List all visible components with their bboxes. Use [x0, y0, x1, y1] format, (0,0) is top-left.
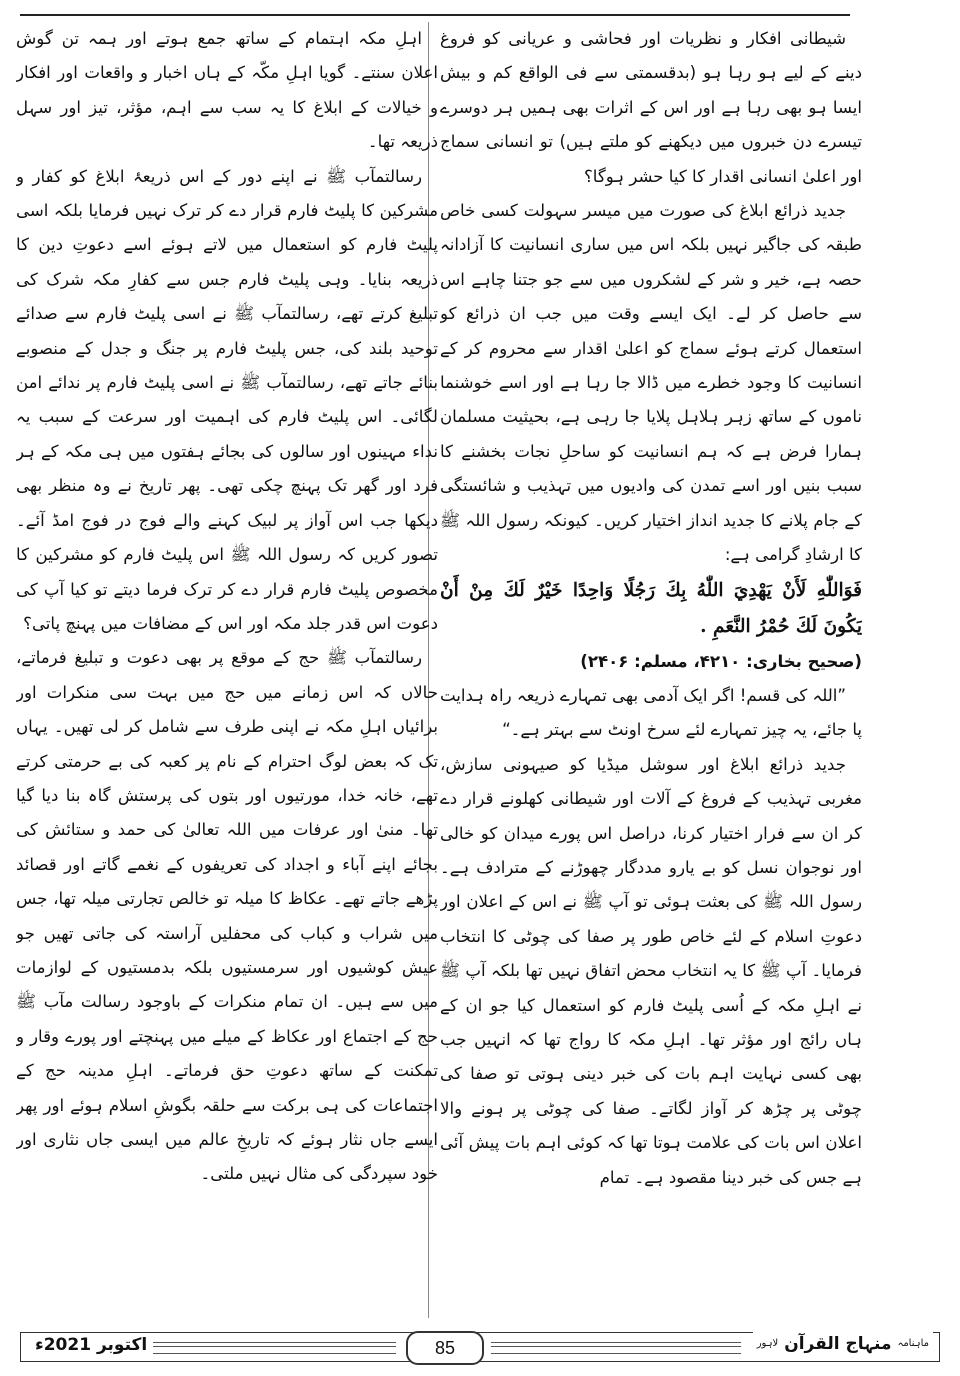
- hadith-arabic: فَوَاللّٰهِ لَأَنْ يَهْدِيَ اللّٰهُ بِكَ رَجُلًا وَاحِدًا خَيْرٌ لَكَ مِنْ أَنْ يَكُونَ لَكَ حُمْرُ النَّعَمِ .: [440, 579, 862, 637]
- paragraph: رسالتمآب ﷺ نے اپنے دور کے اس ذریعۂ ابلاغ کو کفار و مشرکین کا پلیٹ فارم قرار دے کر ترک نہیں فرمایا بلکہ اسی پلیٹ فارم کو استعمال میں لاتے ہوئے اسے دعوتِ دین کا ذریعہ بنایا۔ وہی پلیٹ فارم جس سے کفارِ مکہ شرک کی تبلیغ کرتے تھے، رسالتمآب ﷺ نے اسی پلیٹ فارم سے صدائے توحید بلند کی، جس پلیٹ فارم پر جنگ و جدل کے منصوبے بنائے جاتے تھے، رسالتمآب ﷺ نے اسی پلیٹ فارم پر ندائے امن لگائی۔ اس پلیٹ فارم کی اہمیت اور سرعت کے سبب یہ نداء مہینوں اور سالوں کی بجائے ہفتوں میں ہی مکہ کے ہر فرد اور گھر تک پہنچ چکی تھی۔ پھر تاریخ نے وہ منظر بھی دیکھا جب اس آواز پر لبیک کہنے والے فوج در فوج امڈ آئے۔ تصور کریں کہ رسول اللہ ﷺ اس پلیٹ فارم کو مشرکین کا مخصوص پلیٹ فارم قرار دے کر ترک فرما دیتے تو کیا آپ کی دعوت اس قدر جلد مکہ اور اس کے مضافات میں پہنچ پاتی؟: [16, 166, 438, 633]
- footer-rule-right: [491, 1342, 741, 1354]
- footer-rule-left-mid: [141, 1346, 396, 1347]
- hadith-translation: ”اللہ کی قسم! اگر ایک آدمی بھی تمہارے ذریعہ راہ ہدایت پا جائے، یہ چیز تمہارے لئے سرخ اونٹ سے بہتر ہے۔“: [440, 685, 862, 740]
- magazine-city: لاہور: [756, 1338, 779, 1349]
- paragraph: شیطانی افکار و نظریات اور فحاشی و عریانی کو فروغ دینے کے لیے ہو رہا ہو (بدقسمتی سے فی الواقع کم و بیش ایسا ہو بھی رہا ہے اور اس کے اثرات بھی ہمیں ہر دوسرے تیسرے دن خبروں میں دیکھنے کو ملتے ہیں) تو انسانی سماج اور اعلیٰ انسانی اقدار کا کیا حشر ہوگا؟: [440, 29, 862, 186]
- page-number: 85: [406, 1331, 484, 1365]
- top-rule: [20, 14, 850, 16]
- magazine-title: [753, 1329, 933, 1359]
- footer-rule-right-mid: [491, 1346, 741, 1347]
- page-footer: [20, 1332, 940, 1362]
- issue-date: اکتوبر 2021ء: [29, 1335, 153, 1355]
- magazine-monthly: ماہنامہ: [897, 1338, 929, 1349]
- magazine-name: منہاج القرآن: [784, 1334, 892, 1354]
- paragraph: اہلِ مکہ اہتمام کے ساتھ جمع ہوتے اور ہمہ تن گوش اعلان سنتے۔ گویا اہلِ مکّہ کے ہاں اخبار و واقعات اور افکار و خیالات کے ابلاغ کا یہ سب سے اہم، مؤثر، تیز اور سہل ذریعہ تھا۔: [16, 29, 438, 152]
- right-column: [440, 22, 862, 1322]
- footer-rule-left: [141, 1342, 396, 1354]
- paragraph: جدید ذرائع ابلاغ کی صورت میں میسر سہولت کسی خاص طبقہ کی جاگیر نہیں بلکہ اس میں ساری انسانیت کا آزادانہ حصہ ہے، خیر و شر کے لشکروں میں سے جو جتنا چاہے اس سے حاصل کر لے۔ ایک ایسے وقت میں جب ان ذرائع کو استعمال کرتے ہوئے سماج کو اعلیٰ اقدار سے محروم کر کے انسانیت کا وجود خطرے میں ڈالا جا رہا ہے اور اسے خوشنما ناموں کے ساتھ زہر ہلاہل پلایا جا رہی ہے، بحیثیت مسلمان ہمارا فرض ہے کہ ہم انسانیت کو ساحلِ نجات بخشنے کا سبب بنیں اور اسے تمدن کی وادیوں میں تہذیب و شائستگی کے جام پلانے کا جدید انداز اختیار کریں۔ کیونکہ رسول اللہ ﷺ کا ارشادِ گرامی ہے:: [440, 201, 862, 565]
- paragraph: رسالتمآب ﷺ حج کے موقع پر بھی دعوت و تبلیغ فرماتے، حالاں کہ اس زمانے میں حج میں بہت سی منکرات اور برائیاں اہلِ مکہ نے اپنی طرف سے شامل کر لی تھیں۔ یہاں تک کہ بعض لوگ احترام کے نام پر کعبہ کی بے حرمتی کرتے تھے، خانہ خدا، مورتیوں اور بتوں کی پرستش گاہ بنا دیا گیا تھا۔ منیٰ اور عرفات میں اللہ تعالیٰ کی حمد و ستائش کی بجائے اپنے آباء و اجداد کی تعریفوں کے نغمے گاتے اور قصائد پڑھے جاتے تھے۔ عکاظ کا میلہ تو خالص تجارتی میلہ تھا، جس میں شراب و کباب کی محفلیں آراستہ کی جاتی تھیں جو عیش کوشیوں اور سرمستیوں بلکہ بدمستیوں کے لوازمات میں سے ہیں۔ ان تمام منکرات کے باوجود رسالت مآب ﷺ حج کے اجتماع اور عکاظ کے میلے میں پہنچتے اور پورے وقار و تمکنت کے ساتھ دعوتِ حق فرماتے۔ اہلِ مدینہ حج کے اجتماعات کی ہی برکت سے حلقہ بگوشِ اسلام ہوئے اور پھر ایسے جاں نثار ہوئے کہ تاریخِ عالم میں ایسی جاں نثاری اور خود سپردگی کی مثال نہیں ملتی۔: [16, 648, 438, 1184]
- hadith-reference: (صحیح بخاری: ۴۲۱۰، مسلم: ۲۴۰۶): [580, 651, 862, 671]
- paragraph: جدید ذرائع ابلاغ اور سوشل میڈیا کو صیہونی سازش، مغربی تہذیب کے فروغ کے آلات اور شیطانی کھلونے قرار دے کر ان سے فرار اختیار کرنا، دراصل اس پورے میدان کو خالی اور نوجوان نسل کو بے یارو مددگار چھوڑنے کے مترادف ہے۔ رسول اللہ ﷺ کی بعثت ہوئی تو آپ ﷺ نے اس کے اعلان اور دعوتِ اسلام کے لئے خاص طور پر صفا کی چوٹی کا انتخاب فرمایا۔ آپ ﷺ کا یہ انتخاب محض اتفاق نہیں تھا بلکہ آپ ﷺ نے اہلِ مکہ کے اُسی پلیٹ فارم کو استعمال کیا جو ان کے ہاں رائج اور مؤثر تھا۔ اہلِ مکہ کا رواج تھا کہ انہیں جب بھی کسی نہایت اہم بات کی خبر دینی ہوتی تو صفا کی چوٹی پر چڑھ کر آواز لگاتے۔ صفا کی چوٹی پر ہونے والا اعلان اس بات کی علامت ہوتا تھا کہ کوئی اہم بات پیش آئی ہے جس کی خبر دینا مقصود ہے۔ تمام: [440, 754, 862, 1187]
- left-column: [16, 22, 438, 1322]
